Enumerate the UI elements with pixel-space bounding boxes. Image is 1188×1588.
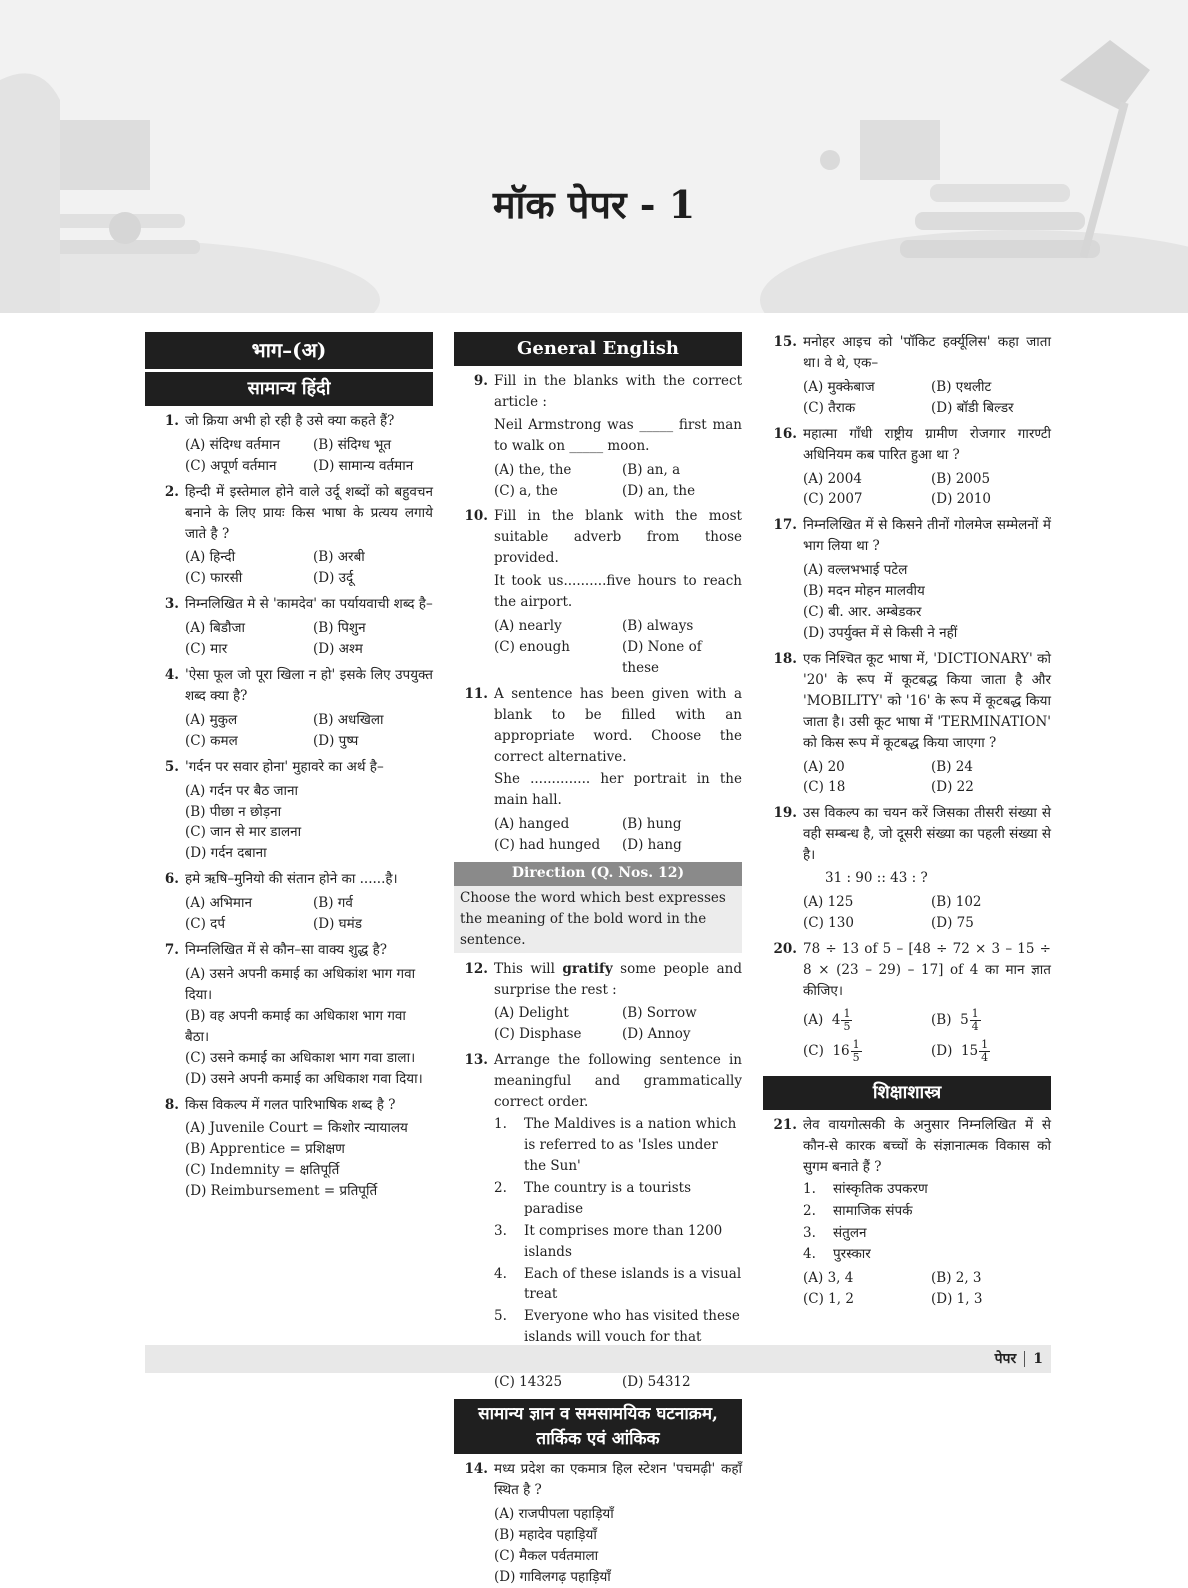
- question-7: 7. निम्नलिखित में से कौन–सा वाक्य शुद्ध है? (A) उसने अपनी कमाई का अधिकांश भाग गवा दिया। (B) वह अपनी कमाई का अधिकाश भाग गवा बैठा। (C) उसने कमाई का अधिकाश भाग गवा डाला। (D) उसने अपनी कमाई का अधिकाश गवा दिया।: [145, 940, 433, 1089]
- option: (B) अधखिला: [313, 711, 384, 728]
- page-title: मॉक पेपर - 1: [492, 182, 696, 227]
- option: (B) पीछा न छोड़ना: [185, 803, 282, 820]
- desk-illustration: [0, 0, 1188, 313]
- option: (D) अश्म: [313, 641, 363, 658]
- fraction: $\frac{1}{5}$: [852, 1037, 860, 1064]
- option: (A) 2004: [803, 470, 862, 487]
- option-a: (A) 4 $\frac{1}{5}$: [803, 1006, 851, 1033]
- question-17: 17. निम्नलिखित में से किसने तीनों गोलमेज सम्मेलनों में भाग लिया था ? (A) वल्लभभाई पटेल (B) मदन मोहन मालवीय (C) बी. आर. अम्बेडकर (D) उपर्युक्त में से किसी ने नहीं: [763, 515, 1051, 644]
- option: (B) Apprentice = प्रशिक्षण: [185, 1141, 345, 1158]
- option: (B) एथलीट: [931, 378, 992, 395]
- option: (A) मुक्केबाज: [803, 378, 875, 395]
- section-heading-gk: सामान्य ज्ञान व समसामयिक घटनाक्रम, तार्किक एवं आंकिक: [454, 1399, 742, 1454]
- question-2: 2. हिन्दी में इस्तेमाल होने वाले उर्दू शब्दों को बहुवचन बनाने के लिए प्रायः किस भाषा के प्रत्यय लगाये जाते है ? (A) हिन्दी (B) अरबी (C) फारसी (D) उर्दू: [145, 482, 433, 590]
- option: (C) बी. आर. अम्बेडकर: [803, 604, 922, 621]
- option: (A) 3, 4: [803, 1270, 854, 1287]
- direction-text: Choose the word which best expresses the meaning of the bold word in the sentence.: [454, 886, 742, 953]
- footer-divider: [1024, 1351, 1025, 1367]
- option: (C) तैराक: [803, 399, 856, 416]
- option: (C) 1, 2: [803, 1291, 854, 1308]
- option: (D) Reimbursement = प्रतिपूर्ति: [185, 1183, 378, 1200]
- question-9: 9. Fill in the blanks with the correct article : Neil Armstrong was _____ first man to walk on _____ moon. (A) the, the (B) an, a (C) a, the (D) an, the: [454, 371, 742, 502]
- option: (B) 102: [931, 894, 982, 911]
- question-subtext: 31 : 90 :: 43 : ?: [825, 870, 928, 887]
- question-subtext: Neil Armstrong was _____ first man to walk on _____ moon.: [494, 416, 742, 454]
- question-text: उस विकल्प का चयन करें जिसका तीसरी संख्या से वही सम्बन्ध है, जो दूसरी संख्या का पहली संख्या से है।: [803, 805, 1051, 864]
- option: (C) 14325: [494, 1374, 563, 1391]
- option: (D) बॉडी बिल्डर: [931, 399, 1014, 416]
- footer-label: पेपर: [994, 1351, 1017, 1367]
- option: (A) गर्दन पर बैठ जाना: [185, 782, 298, 799]
- option: (D) गाविलगढ़ पहाड़ियाँ: [494, 1568, 611, 1585]
- option: (D) घमंड: [313, 916, 362, 933]
- option: (C) a, the: [494, 482, 558, 499]
- question-21: 21. लेव वायगोत्सकी के अनुसार निम्नलिखित में से कौन-से कारक बच्चों के संज्ञानात्मक विकास को सुगम बनाते हैं ? 1. सांस्कृतिक उपकरण 2. सामाजिक संपर्क 3. संतुलन 4. पुरस्कार (A) 3, 4 (B) 2, 3 (C) 1, 2 (D) 1, 3: [763, 1115, 1051, 1310]
- part-heading: भाग–(अ): [145, 332, 433, 369]
- option: (C) जान से मार डालना: [185, 824, 302, 841]
- option: (C) मैकल पर्वतमाला: [494, 1548, 599, 1565]
- option: (A) राजपीपला पहाड़ियाँ: [494, 1506, 614, 1523]
- option: (D) गर्दन दबाना: [185, 845, 267, 862]
- option: (B) अरबी: [313, 549, 365, 566]
- factor-items: 1. सांस्कृतिक उपकरण 2. सामाजिक संपर्क 3. संतुलन 4. पुरस्कार: [803, 1180, 928, 1263]
- option: (A) nearly: [494, 618, 562, 635]
- option: (D) 2010: [931, 491, 992, 508]
- question-text: हमे ऋषि–मुनियो की संतान होने का ......है।: [185, 871, 398, 888]
- option: (D) उसने अपनी कमाई का अधिकाश गवा दिया।: [185, 1070, 423, 1087]
- option: (D) उपर्युक्त में से किसी ने नहीं: [803, 624, 958, 641]
- option: (D) an, the: [622, 482, 696, 499]
- option: (A) बिडौजा: [185, 620, 246, 637]
- option: (C) कमल: [185, 732, 238, 749]
- option: (C) फारसी: [185, 570, 243, 587]
- option: (B) an, a: [622, 461, 681, 478]
- question-text: निम्नलिखित मे से 'कामदेव' का पर्यायवाची शब्द है–: [185, 596, 433, 613]
- column-1: [145, 332, 433, 1202]
- option: (C) दर्प: [185, 916, 225, 933]
- option: (B) मदन मोहन मालवीय: [803, 583, 925, 600]
- option: (D) उर्दू: [313, 570, 354, 587]
- option-c: (C) 16 $\frac{1}{5}$: [803, 1037, 860, 1064]
- question-subtext: It took us..........five hours to reach the airport.: [494, 573, 742, 611]
- page-number-block: [995, 1349, 1043, 1368]
- option: (A) Delight: [494, 1005, 569, 1022]
- question-text: निम्नलिखित में से कौन–सा वाक्य शुद्ध है?: [185, 942, 388, 959]
- question-text: A sentence has been given with a blank to be filled with an appropriate word. Choose the correct alternative.: [494, 685, 742, 765]
- option: (B) hung: [622, 816, 682, 833]
- section-heading-hindi: सामान्य हिंदी: [145, 372, 433, 406]
- option: (A) संदिग्ध वर्तमान: [185, 436, 281, 453]
- question-5: 5. 'गर्दन पर सवार होना' मुहावरे का अर्थ है– (A) गर्दन पर बैठ जाना (B) पीछा न छोड़ना (C) जान से मार डालना (D) गर्दन दबाना: [145, 757, 433, 865]
- question-13: 13. Arrange the following sentence in meaningful and grammatically correct order. 1. The Maldives is a nation which is referred to as 'Isles under the Sun' 2. The country is a tourists paradise 3. It comprises more than 1200 islands 4. Each of these islands is a visual treat 5. Everyone who has visited these islands will vouch for that (C) 14325 (D) 54312: [454, 1050, 742, 1393]
- fraction: $\frac{1}{4}$: [971, 1006, 979, 1033]
- question-14: 14. मध्य प्रदेश का एकमात्र हिल स्टेशन 'पचमढ़ी' कहाँ स्थित है ? (A) राजपीपला पहाड़ियाँ (B) महादेव पहाड़ियाँ (C) मैकल पर्वतमाला (D) गाविलगढ़ पहाड़ियाँ: [454, 1459, 742, 1588]
- option-b: (B) 5 $\frac{1}{4}$: [931, 1006, 979, 1033]
- bold-word: gratify: [562, 960, 613, 977]
- option: (B) गर्व: [313, 895, 353, 912]
- question-text: महात्मा गाँधी राष्ट्रीय ग्रामीण रोजगार गारण्टी अधिनियम कब पारित हुआ था ?: [803, 425, 1051, 463]
- option: (D) 75: [931, 914, 974, 931]
- option: (B) पिशुन: [313, 620, 366, 637]
- fraction: $\frac{1}{5}$: [843, 1006, 851, 1033]
- option: (C) 2007: [803, 491, 863, 508]
- option: (A) the, the: [494, 461, 572, 478]
- option: (C) अपूर्ण वर्तमान: [185, 457, 277, 474]
- question-text: 78 ÷ 13 of 5 – [48 ÷ 72 × 3 – 15 ÷ 8 × (23 – 29) – 17] of 4 का मान ज्ञात कीजिए।: [803, 940, 1051, 999]
- question-text: हिन्दी में इस्तेमाल होने वाले उर्दू शब्दों को बहुवचन बनाने के लिए प्रायः किस भाषा के प्रत्यय लगाये जाते है ?: [185, 483, 433, 542]
- question-text: मनोहर आइच को 'पॉकिट हर्क्यूलिस' कहा जाता था। वे थे, एक–: [803, 334, 1051, 371]
- question-text: 'गर्दन पर सवार होना' मुहावरे का अर्थ है–: [185, 758, 384, 775]
- option: (A) hanged: [494, 816, 570, 833]
- option: (B) 2005: [931, 470, 991, 487]
- option: (C) मार: [185, 641, 228, 658]
- option: (C) Indemnity = क्षतिपूर्ति: [185, 1162, 340, 1179]
- option: (B) वह अपनी कमाई का अधिकाश भाग गवा बैठा।: [185, 1007, 406, 1045]
- question-text: निम्नलिखित में से किसने तीनों गोलमेज सम्मेलनों में भाग लिया था ?: [803, 517, 1051, 555]
- question-text: 'ऐसा फूल जो पूरा खिला न हो' इसके लिए उपयुक्त शब्द क्या है?: [185, 667, 433, 704]
- question-19: 19. उस विकल्प का चयन करें जिसका तीसरी संख्या से वही सम्बन्ध है, जो दूसरी संख्या का पहली संख्या से है। 31 : 90 :: 43 : ? (A) 125 (B) 102 (C) 130 (D) 75: [763, 803, 1051, 934]
- question-3: 3. निम्नलिखित मे से 'कामदेव' का पर्यायवाची शब्द है– (A) बिडौजा (B) पिशुन (C) मार (D) अश्म: [145, 594, 433, 660]
- direction-heading: Direction (Q. Nos. 12): [454, 862, 742, 886]
- option: (B) Sorrow: [622, 1005, 697, 1022]
- section-heading-pedagogy: शिक्षाशास्त्र: [763, 1076, 1051, 1110]
- option: (D) 54312: [622, 1374, 691, 1391]
- option: (C) उसने कमाई का अधिकाश भाग गवा डाला।: [185, 1049, 416, 1066]
- question-4: 4. 'ऐसा फूल जो पूरा खिला न हो' इसके लिए उपयुक्त शब्द क्या है? (A) मुकुल (B) अधखिला (C) कमल (D) पुष्प: [145, 665, 433, 752]
- option: (B) 2, 3: [931, 1270, 982, 1287]
- option: (C) 130: [803, 914, 854, 931]
- question-1: 1. जो क्रिया अभी हो रही है उसे क्या कहते हैं? (A) संदिग्ध वर्तमान (B) संदिग्ध भूत (C) अपूर्ण वर्तमान (D) सामान्य वर्तमान: [145, 411, 433, 477]
- question-subtext: She .............. her portrait in the main hall.: [494, 771, 742, 809]
- fraction: $\frac{1}{4}$: [981, 1037, 989, 1064]
- option: (A) उसने अपनी कमाई का अधिकांश भाग गवा दिया।: [185, 966, 416, 1003]
- question-text: Fill in the blanks with the correct article :: [494, 372, 742, 410]
- option: (B) 24: [931, 758, 973, 775]
- column-3: [763, 332, 1051, 1310]
- question-text: एक निश्चित कूट भाषा में, 'DICTIONARY' को '20' के रूप में कूटबद्ध किया जाता है और 'MOBILITY' को '16' के रूप में कूटबद्ध किया जाता है। उसी कूट भाषा में 'TERMINATION' को किस रूप में कूटबद्ध किया जाएगा ?: [803, 650, 1051, 751]
- question-text: Fill in the blank with the most suitable adverb from those provided.: [494, 508, 742, 567]
- question-18: 18. एक निश्चित कूट भाषा में, 'DICTIONARY' को '20' के रूप में कूटबद्ध किया जाता है और 'MOBILITY' को '16' के रूप में कूटबद्ध किया जाता है। उसी कूट भाषा में 'TERMINATION' को किस रूप में कूटबद्ध किया जाएगा ? (A) 20 (B) 24 (C) 18 (D) 22: [763, 649, 1051, 798]
- question-20: 20. 78 ÷ 13 of 5 – [48 ÷ 72 × 3 – 15 ÷ 8 × (23 – 29) – 17] of 4 का मान ज्ञात कीजिए। (A) 4 $\frac{1}{5}$ (B) 5 $\frac{1}{4}$ (C) 16 $\frac{1}{5}$ (D) 15 $\frac{1}{4}$: [773, 940, 1051, 1064]
- option: (C) had hunged: [494, 837, 601, 854]
- option: (B) always: [622, 618, 694, 635]
- option: (B) महादेव पहाड़ियाँ: [494, 1527, 597, 1544]
- option: (C) Disphase: [494, 1026, 582, 1043]
- question-11: 11. A sentence has been given with a blank to be filled with an appropriate word. Choose the correct alternative. She .............. her portrait in the main hall. (A) hanged (B) hung (C) had hunged (D) hang: [454, 684, 742, 856]
- option: (D) 22: [931, 779, 974, 796]
- question-8: 8. किस विकल्प में गलत पारिभाषिक शब्द है ? (A) Juvenile Court = किशोर न्यायालय (B) Apprentice = प्रशिक्षण (C) Indemnity = क्षतिपूर्ति (D) Reimbursement = प्रतिपूर्ति: [145, 1095, 433, 1203]
- question-text: लेव वायगोत्सकी के अनुसार निम्नलिखित में से कौन-से कारक बच्चों के संज्ञानात्मक विकास को सुगम बनाते हैं ?: [803, 1116, 1051, 1175]
- option: (C) enough: [494, 638, 570, 655]
- option: (D) Annoy: [622, 1026, 691, 1043]
- arrangement-items: 1. The Maldives is a nation which is referred to as 'Isles under the Sun' 2. The country is a tourists paradise 3. It comprises more than 1200 islands 4. Each of these islands is a visual treat 5. Everyone who has visited these islands will vouch for that: [494, 1116, 742, 1346]
- option: (A) 125: [803, 894, 854, 911]
- option: (D) None of these: [622, 638, 702, 676]
- option: (C) 18: [803, 779, 846, 796]
- option: (A) मुकुल: [185, 711, 238, 728]
- option: (A) Juvenile Court = किशोर न्यायालय: [185, 1120, 408, 1137]
- question-10: 10. Fill in the blank with the most suitable adverb from those provided. It took us..........five hours to reach the airport. (A) nearly (B) always (C) enough (D) None of these: [454, 506, 742, 678]
- column-2: [454, 332, 742, 1588]
- option: (D) hang: [622, 837, 682, 854]
- question-text: जो क्रिया अभी हो रही है उसे क्या कहते हैं?: [185, 412, 395, 429]
- option: (A) हिन्दी: [185, 549, 236, 566]
- page-number: 1: [1033, 1351, 1043, 1367]
- option: (D) पुष्प: [313, 732, 359, 749]
- option: (B) संदिग्ध भूत: [313, 436, 392, 453]
- question-12: 12. This will gratify some people and surprise the rest : (A) Delight (B) Sorrow (C) Disphase (D) Annoy: [454, 959, 742, 1046]
- option: (A) वल्लभभाई पटेल: [803, 562, 908, 579]
- option: (D) 1, 3: [931, 1291, 983, 1308]
- question-text: Arrange the following sentence in meaningful and grammatically correct order.: [494, 1052, 742, 1111]
- option: (A) अभिमान: [185, 895, 252, 912]
- question-text: किस विकल्प में गलत पारिभाषिक शब्द है ?: [185, 1096, 396, 1113]
- question-6: 6. हमे ऋषि–मुनियो की संतान होने का ......है। (A) अभिमान (B) गर्व (C) दर्प (D) घमंड: [145, 869, 433, 935]
- header-banner: [0, 0, 1188, 313]
- option-d: (D) 15 $\frac{1}{4}$: [931, 1037, 989, 1064]
- option: (D) सामान्य वर्तमान: [313, 457, 414, 474]
- question-text: This will gratify some people and surprise the rest :: [494, 960, 743, 998]
- question-15: 15. मनोहर आइच को 'पॉकिट हर्क्यूलिस' कहा जाता था। वे थे, एक– (A) मुक्केबाज (B) एथलीट (C) तैराक (D) बॉडी बिल्डर: [763, 332, 1051, 419]
- option: (A) 20: [803, 758, 845, 775]
- hindi-question-list: [145, 411, 433, 1202]
- question-16: 16. महात्मा गाँधी राष्ट्रीय ग्रामीण रोजगार गारण्टी अधिनियम कब पारित हुआ था ? (A) 2004 (B) 2005 (C) 2007 (D) 2010: [763, 424, 1051, 511]
- section-heading-english: General English: [454, 332, 742, 366]
- question-text: मध्य प्रदेश का एकमात्र हिल स्टेशन 'पचमढ़ी' कहाँ स्थित है ?: [494, 1461, 742, 1499]
- page-footer: [145, 1345, 1051, 1373]
